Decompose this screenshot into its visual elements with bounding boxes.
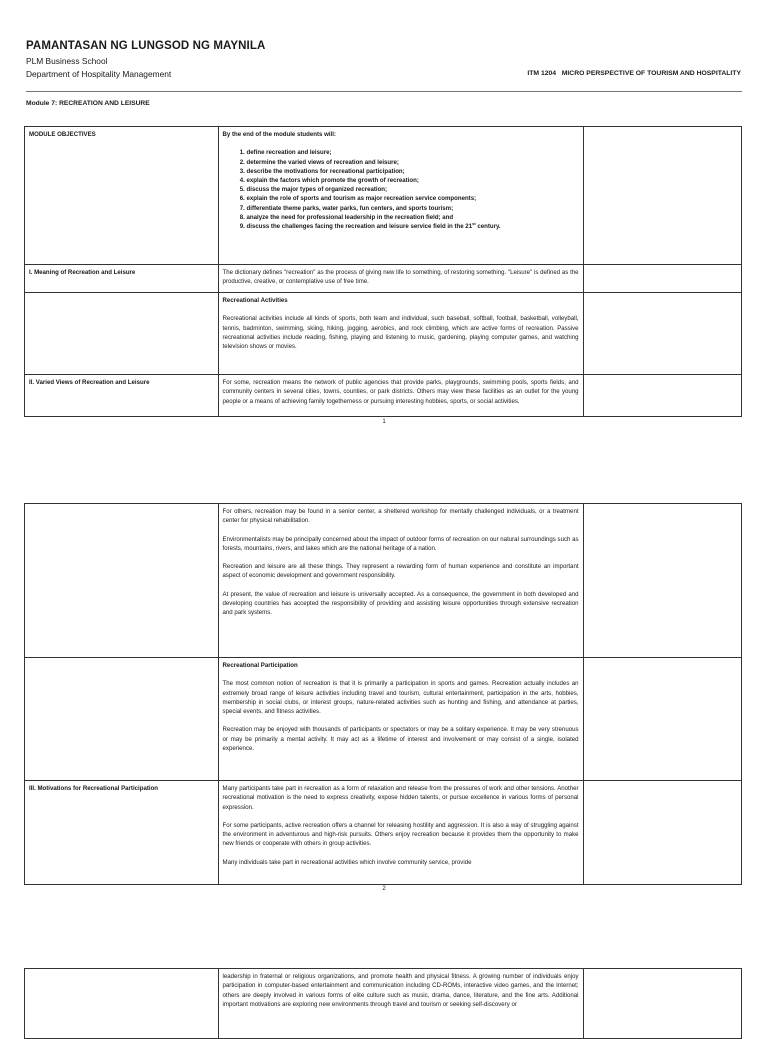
objective-item: 1. define recreation and leisure;: [247, 148, 579, 157]
views-continued-row: [25, 504, 742, 658]
motivations-row: [25, 781, 742, 885]
notes-cell: [583, 375, 741, 417]
empty-label-cell: [25, 969, 219, 1039]
header-divider: [26, 91, 742, 92]
meaning-row: [25, 265, 742, 293]
objective-item: [247, 222, 579, 231]
notes-cell: [583, 781, 741, 885]
objective-item: 5. discuss the major types of organized recreation;: [247, 185, 579, 194]
continuation-text: leadership in fraternal or religious organizations, and promote health and physical fitness. A growing number of individuals enjoy participation in computer-based entertainment and communication including CD-ROMs, interactive video games, and the Internet; others are deeply involved in various forms of elite culture such as music, drama, dance, literature, and the fine arts. Additional important motivations are exploring new environments through travel and tourism or seeking self-discovery or: [218, 969, 583, 1039]
empty-label-cell: [25, 293, 219, 375]
notes-cell: [583, 293, 741, 375]
objective-9-text: discuss the challenges facing the recreation and leisure service field in the 21: [246, 222, 473, 230]
notes-cell: [583, 504, 741, 658]
objective-item: 3. describe the motivations for recreational participation;: [247, 167, 579, 176]
course-code: ITM 1204: [527, 70, 557, 77]
views-text: For some, recreation means the network of public agencies that provide parks, playgrounds, swimming pools, sports fields, and community centers in several cities, towns, counties, or park districts. Others may view these facilities as an outlet for the young people or a means of achieving family togetherness or pursuing interesting hobbies, sports, or social activities.: [218, 375, 583, 417]
views-label: II. Varied Views of Recreation and Leisure: [25, 375, 219, 417]
objectives-intro: By the end of the module students will:: [222, 131, 336, 138]
objective-item: 8. analyze the need for professional leadership in the recreation field; and: [247, 213, 579, 222]
views-paragraph: Environmentalists may be principally concerned about the impact of outdoor forms of recreation on our natural surroundings such as forests, mountains, rivers, and lakes which are the national heritage of a nation.: [222, 535, 579, 552]
participation-paragraph: Recreation may be enjoyed with thousands of participants or spectators or may be a solitary experience. It may be very strenuous or may be primarily a mental activity. It may act as a lifetime of interest and involvement or may consist of a single, isolated experience.: [222, 726, 579, 753]
participation-paragraph: The most common notion of recreation is that it is primarily a participation in sports and games. Recreation actually includes an extremely broad range of leisure activities including travel and tourism, cultural entertainment, participation in the arts, hobbies, membership in social clubs, or interest groups, nature-related activities such as hunting and fishing, and attendance at parties, special events, and fitness activities.: [222, 680, 579, 716]
objectives-list: [223, 148, 579, 231]
participation-cell: [218, 658, 583, 781]
page1-table: [24, 126, 742, 417]
participation-heading: Recreational Participation: [222, 662, 298, 669]
activities-row: [25, 293, 742, 375]
continuation-row: [25, 969, 742, 1039]
objectives-row: [25, 127, 742, 265]
empty-label-cell: [25, 658, 219, 781]
objective-9-superscript: st: [472, 220, 476, 226]
activities-cell: [218, 293, 583, 375]
meaning-label: I. Meaning of Recreation and Leisure: [25, 265, 219, 293]
page3-table: [24, 968, 742, 1039]
notes-cell: [583, 127, 741, 265]
page-number: 1: [382, 419, 386, 425]
department-name: Department of Hospitality Management: [26, 69, 172, 79]
institution-name: PAMANTASAN NG LUNGSOD NG MAYNILA: [26, 40, 266, 52]
course-title: MICRO PERSPECTIVE OF TOURISM AND HOSPITALITY: [561, 70, 741, 77]
motivations-cell: [218, 781, 583, 885]
motivations-label: III. Motivations for Recreational Participation: [25, 781, 219, 885]
objective-item: 4. explain the factors which promote the growth of recreation;: [247, 176, 579, 185]
views-paragraph: Recreation and leisure are all these things. They represent a rewarding form of human experience and constitute an important aspect of economic development and government responsibility.: [222, 563, 579, 580]
page-number: 2: [382, 886, 386, 892]
activities-text: Recreational activities include all kinds of sports, both team and individual, such baseball, softball, football, basketball, volleyball, tennis, badminton, swimming, skiing, hiking, jogging, aerobics, and rock climbing, which are active forms of recreation. Passive recreational activities include reading, fishing, playing and listening to music, gardening, playing computer games, and watching television shows or movies.: [222, 315, 579, 351]
course-heading: [527, 70, 741, 77]
notes-cell: [583, 658, 741, 781]
objectives-cell: [218, 127, 583, 265]
meaning-text: The dictionary defines "recreation" as the process of giving new life to something, of restoring something. "Leisure" is defined as the productive, creative, or contemplative use of free time.: [218, 265, 583, 293]
views-row: [25, 375, 742, 417]
motivations-paragraph: For some participants, active recreation offers a channel for releasing hostility and aggression. It is also a way of struggling against the environment in adventurous and high-risk pursuits. Others enjoy recreation because it provides them the opportunity to make new friends or cooperate with others in group activities.: [222, 821, 579, 848]
objective-item: 6. explain the role of sports and tourism as major recreation service components;: [247, 194, 579, 203]
activities-heading: Recreational Activities: [222, 297, 288, 304]
views-paragraph: At present, the value of recreation and leisure is universally accepted. As a consequence, the government in both developed and developing countries has accepted the responsibility of providing and assisting leisure opportunities through extensive recreation and park systems.: [222, 590, 579, 617]
motivations-paragraph: Many participants take part in recreation as a form of relaxation and release from the pressures of work and other tensions. Another recreational motivation is the need to express creativity, expose hidden talents, or pursue excellence in various forms of personal expression.: [222, 785, 579, 811]
views-continued-cell: [218, 504, 583, 658]
objective-9-end: century.: [475, 222, 501, 230]
objectives-label: MODULE OBJECTIVES: [25, 127, 219, 265]
motivations-paragraph: Many individuals take part in recreational activities which involve community service, provide: [222, 858, 472, 866]
objective-item: 2. determine the varied views of recreation and leisure;: [247, 158, 579, 167]
notes-cell: [583, 265, 741, 293]
objective-item: 7. differentiate theme parks, water parks, fun centers, and sports tourism;: [247, 204, 579, 213]
empty-label-cell: [25, 504, 219, 658]
module-title: Module 7: RECREATION AND LEISURE: [26, 100, 150, 107]
page2-table: [24, 503, 742, 885]
participation-row: [25, 658, 742, 781]
notes-cell: [583, 969, 741, 1039]
views-paragraph: For others, recreation may be found in a senior center, a sheltered workshop for mentally challenged individuals, or a treatment center for physical rehabilitation.: [222, 508, 579, 525]
school-name: PLM Business School: [26, 56, 108, 66]
